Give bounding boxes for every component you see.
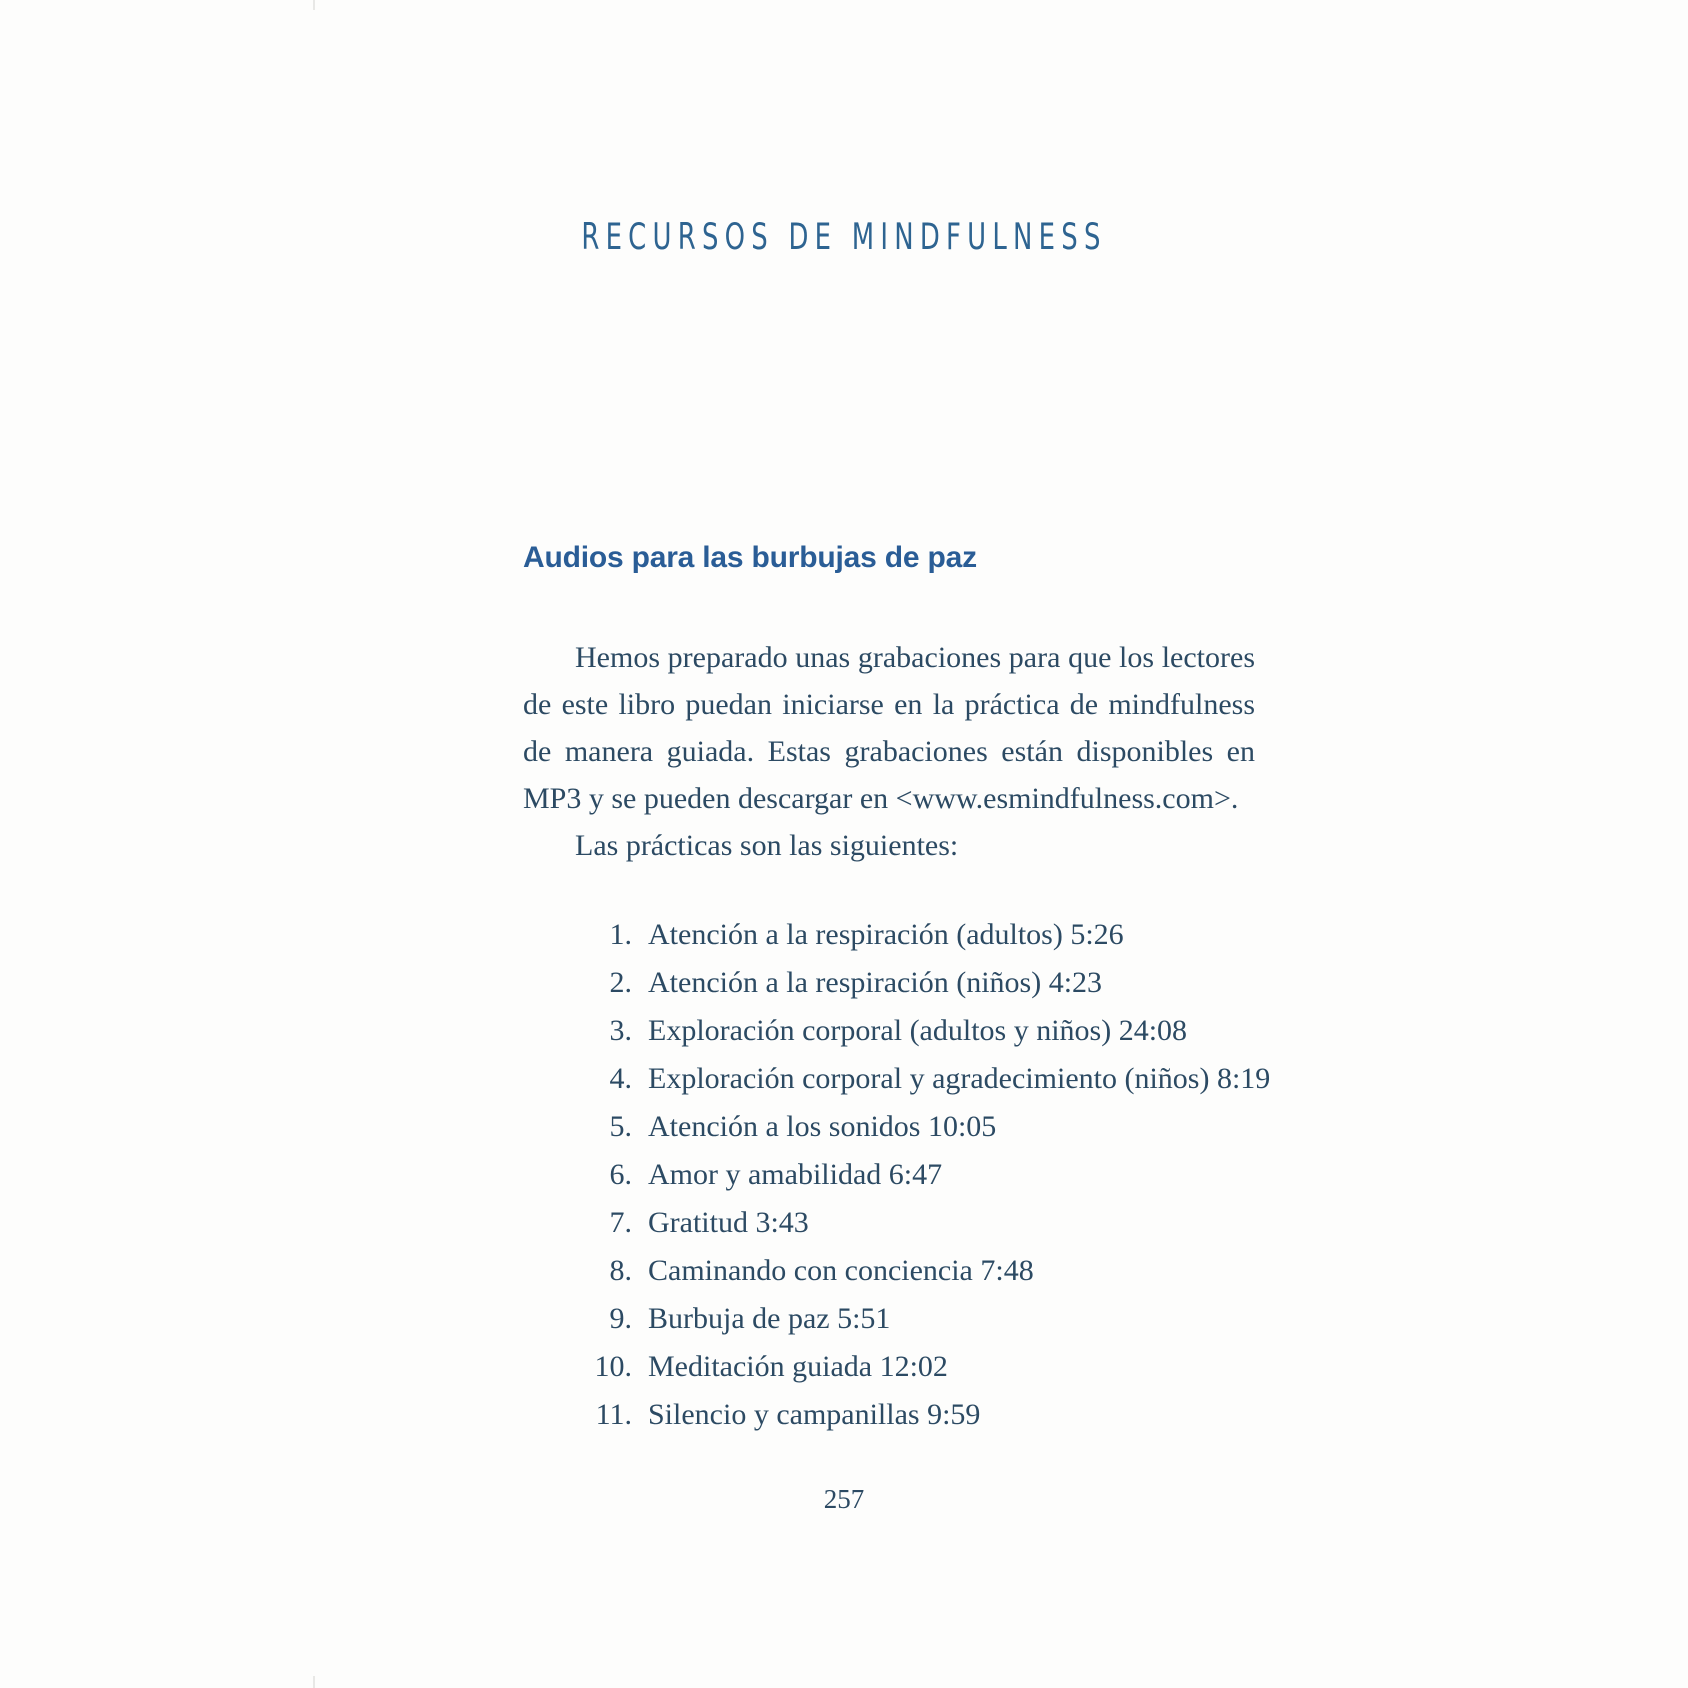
practice-item-label: Exploración corporal (adultos y niños) 24:08 — [648, 1014, 1188, 1047]
practice-item-label: Atención a la respiración (adultos) 5:26 — [648, 918, 1124, 951]
practice-list-item — [523, 1295, 1255, 1343]
practice-list-item — [523, 1007, 1255, 1055]
practice-item-label: Meditación guiada 12:02 — [648, 1350, 948, 1383]
practice-item-label: Gratitud 3:43 — [648, 1206, 809, 1239]
practice-item-number: 10. — [594, 1350, 632, 1383]
crop-mark-bottom — [313, 1676, 315, 1688]
practice-item-label: Atención a los sonidos 10:05 — [648, 1110, 997, 1143]
practice-list-item — [523, 1151, 1255, 1199]
practice-item-label: Silencio y campanillas 9:59 — [648, 1398, 981, 1431]
practice-list-item — [523, 1103, 1255, 1151]
practice-item-number: 5. — [609, 1110, 632, 1143]
practice-item-number: 1. — [609, 918, 632, 951]
practice-list-item — [523, 1343, 1255, 1391]
intro-paragraph: Hemos preparado unas grabaciones para que los lectores de este libro puedan iniciarse en la práctica de mindfulness de manera guiada. Estas grabaciones están disponibles en MP3 y se pueden descargar en <www.esmindfulness.com>. — [523, 641, 1255, 815]
list-lead-in-paragraph: Las prácticas son las siguientes: — [575, 829, 959, 862]
text-column — [523, 540, 1271, 1439]
practice-item-number: 9. — [609, 1302, 632, 1335]
section-heading: Audios para las burbujas de paz — [523, 541, 977, 574]
practice-list — [523, 911, 1271, 1439]
page-number: 257 — [823, 1484, 865, 1514]
practice-item-number: 3. — [609, 1014, 632, 1047]
practice-item-label: Atención a la respiración (niños) 4:23 — [648, 966, 1103, 999]
practice-item-label: Exploración corporal y agradecimiento (niños) 8:19 — [648, 1062, 1271, 1095]
practice-list-item — [523, 1247, 1255, 1295]
practice-item-number: 8. — [609, 1254, 632, 1287]
practice-item-number: 4. — [609, 1062, 632, 1095]
practice-list-item — [523, 1055, 1271, 1103]
practice-item-label: Caminando con conciencia 7:48 — [648, 1254, 1034, 1287]
practice-item-number: 6. — [609, 1158, 632, 1191]
practice-item-label: Burbuja de paz 5:51 — [648, 1302, 891, 1335]
practice-list-item — [523, 1391, 1255, 1439]
practice-list-item — [523, 1199, 1255, 1247]
practice-item-label: Amor y amabilidad 6:47 — [648, 1158, 943, 1191]
practice-item-number: 11. — [595, 1398, 632, 1431]
practice-list-item — [523, 959, 1255, 1007]
practice-list-item — [523, 911, 1255, 959]
practice-item-number: 2. — [609, 966, 632, 999]
practice-item-number: 7. — [609, 1206, 632, 1239]
running-head: RECURSOS DE MINDFULNESS — [581, 216, 1107, 259]
crop-mark-top — [313, 0, 315, 10]
